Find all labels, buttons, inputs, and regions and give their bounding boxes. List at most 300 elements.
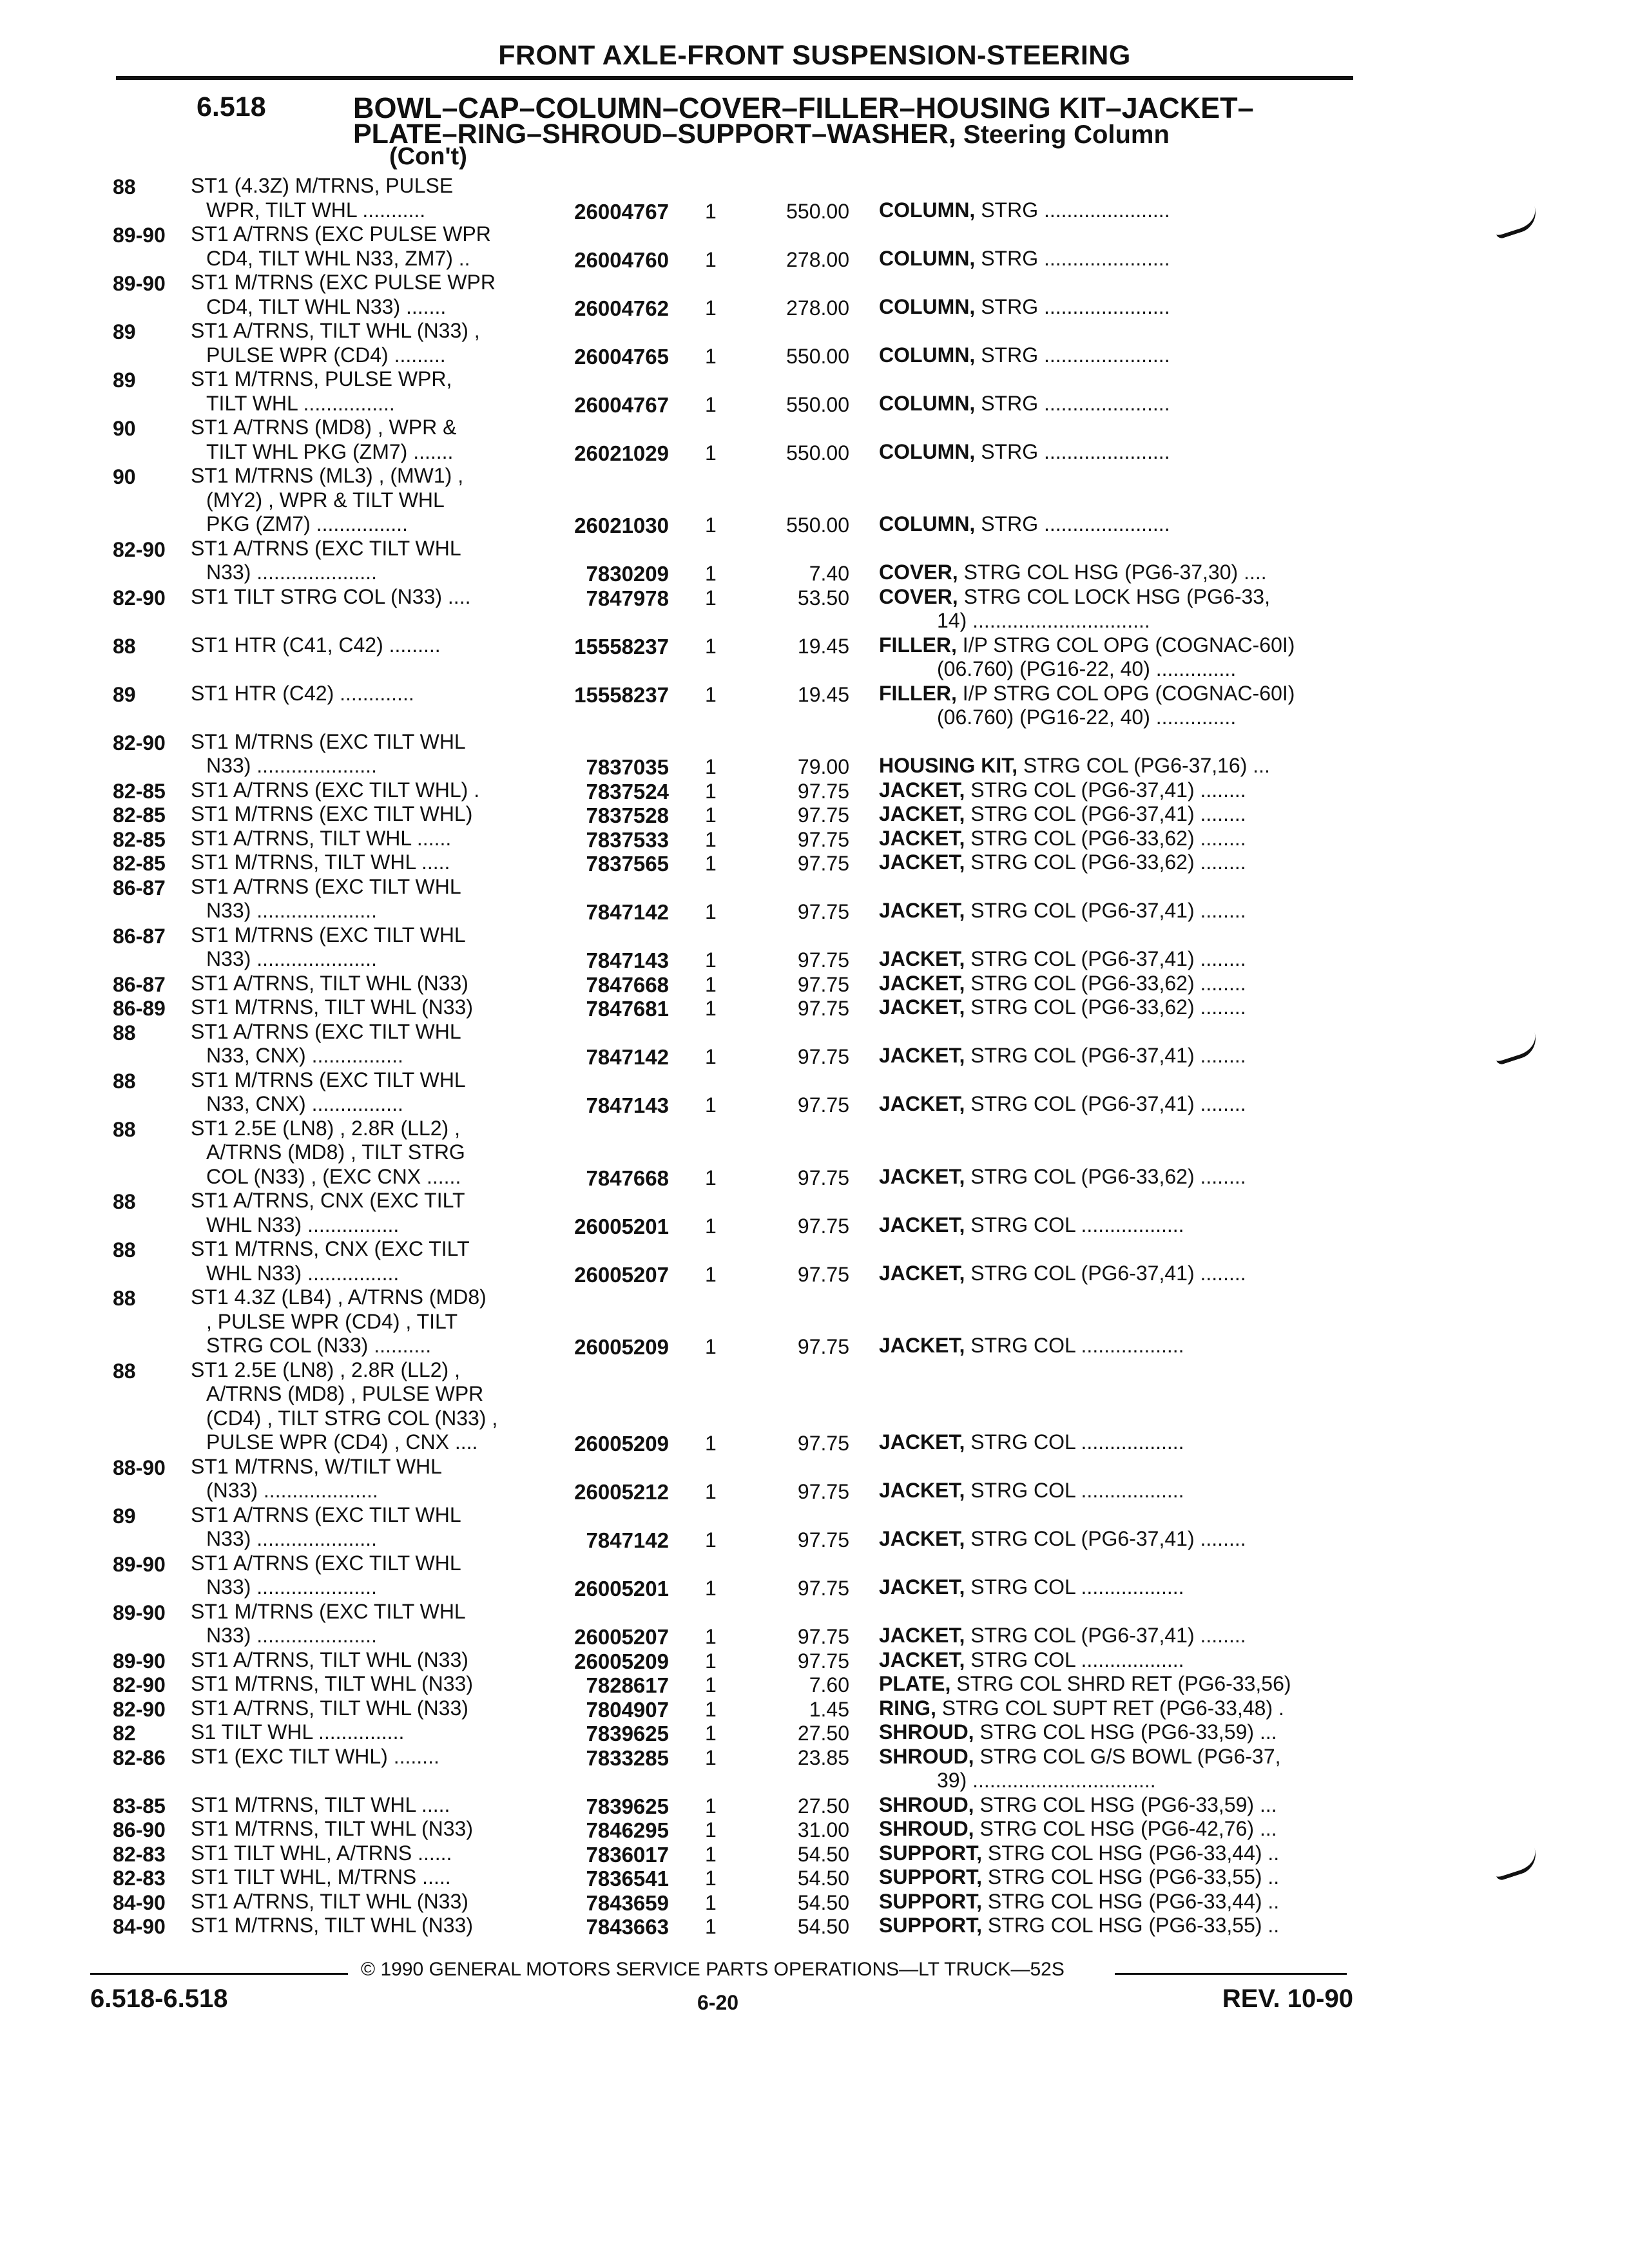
part-name-keyword: PLATE, — [879, 1672, 951, 1695]
part-number: 26005207 — [574, 1262, 669, 1287]
quantity: 1 — [705, 755, 717, 778]
price: 97.75 — [797, 1335, 849, 1358]
part-number: 7847142 — [586, 1045, 669, 1069]
parts-entry — [0, 271, 1629, 319]
price: 97.75 — [797, 852, 849, 875]
entry-years: 88 — [113, 175, 136, 198]
entry-years: 88 — [113, 1117, 136, 1141]
entry-description — [191, 1600, 539, 1648]
part-number: 26005201 — [574, 1214, 669, 1238]
quantity: 1 — [705, 803, 717, 827]
part-number: 7837533 — [586, 827, 669, 852]
entry-years: 89 — [113, 1504, 136, 1528]
part-name-detail: STRG COL HSG (PG6-33,55) .. — [982, 1865, 1280, 1888]
part-name-detail: STRG COL .................. — [965, 1430, 1184, 1454]
description-line: ST1 (EXC TILT WHL) ........ — [191, 1744, 439, 1768]
part-name-detail: STRG COL (PG6-37,41) ........ — [965, 1261, 1246, 1285]
quantity: 1 — [705, 1335, 717, 1358]
part-name — [879, 1624, 1356, 1648]
section-number: 6.518 — [197, 91, 266, 122]
entry-description — [191, 319, 539, 367]
entry-years: 88 — [113, 1021, 136, 1044]
part-name-keyword: JACKET, — [879, 1164, 965, 1188]
entry-description — [191, 1890, 539, 1914]
part-name-keyword: JACKET, — [879, 778, 965, 802]
parts-entry — [0, 1890, 1629, 1914]
description-line: ST1 M/TRNS (EXC TILT WHL — [191, 1068, 466, 1091]
part-name — [879, 972, 1356, 996]
description-line: ST1 A/TRNS (MD8) , WPR & — [191, 416, 457, 439]
entry-description — [191, 1020, 539, 1068]
price: 7.40 — [809, 562, 849, 585]
entry-description — [191, 1455, 539, 1503]
entry-years: 89 — [113, 682, 136, 706]
entry-description — [191, 923, 539, 972]
part-name-keyword: JACKET, — [879, 971, 965, 995]
entry-description — [191, 1117, 539, 1189]
part-name — [879, 850, 1356, 875]
description-line: ST1 A/TRNS, CNX (EXC TILT — [191, 1189, 465, 1212]
quantity: 1 — [705, 1480, 717, 1503]
price: 97.75 — [797, 779, 849, 803]
price: 23.85 — [797, 1745, 849, 1769]
part-name — [879, 1213, 1356, 1238]
entry-years: 82-86 — [113, 1745, 166, 1769]
quantity: 1 — [705, 997, 717, 1020]
entry-years: 88-90 — [113, 1456, 166, 1479]
part-name-keyword: JACKET, — [879, 1527, 965, 1550]
description-line: ST1 A/TRNS, TILT WHL (N33) , — [191, 319, 480, 342]
part-name — [879, 1914, 1356, 1938]
part-name-detail: STRG COL (PG6-37,41) ........ — [965, 1044, 1246, 1067]
part-number: 7847142 — [586, 900, 669, 924]
price: 54.50 — [797, 1867, 849, 1890]
part-name — [879, 295, 1356, 320]
part-name-keyword: COLUMN, — [879, 343, 976, 367]
description-line: TILT WHL PKG (ZM7) ....... — [206, 439, 454, 463]
price: 97.75 — [797, 948, 849, 972]
description-line: ST1 M/TRNS (EXC TILT WHL — [191, 923, 466, 947]
entry-description — [191, 1068, 539, 1117]
description-line: N33) ..................... — [206, 1527, 377, 1550]
entry-description — [191, 464, 539, 537]
description-line: ST1 A/TRNS, TILT WHL (N33) — [191, 1696, 468, 1720]
entry-description — [191, 1503, 539, 1552]
description-line: ST1 M/TRNS, W/TILT WHL — [191, 1454, 442, 1478]
part-name — [879, 1430, 1356, 1455]
quantity: 1 — [705, 827, 717, 851]
part-number: 7837528 — [586, 803, 669, 827]
description-line: ST1 M/TRNS, TILT WHL ..... — [191, 850, 450, 874]
part-name — [879, 1817, 1356, 1841]
price: 97.75 — [797, 1480, 849, 1503]
entry-years: 89-90 — [113, 1552, 166, 1576]
price: 97.75 — [797, 1262, 849, 1286]
part-number: 26005201 — [574, 1577, 669, 1600]
part-number: 7843659 — [586, 1890, 669, 1915]
entry-description — [191, 827, 539, 851]
price: 550.00 — [786, 392, 849, 416]
part-name-keyword: JACKET, — [879, 1213, 965, 1236]
part-name — [879, 995, 1356, 1020]
description-line: ST1 M/TRNS, TILT WHL (N33) — [191, 1672, 473, 1695]
price: 550.00 — [786, 344, 849, 368]
entry-description — [191, 1237, 539, 1285]
entry-years: 89-90 — [113, 272, 166, 295]
part-number: 7837565 — [586, 852, 669, 876]
entry-description — [191, 174, 539, 222]
part-name-keyword: COVER, — [879, 561, 958, 584]
description-line: N33) ..................... — [206, 947, 377, 970]
part-name-detail: STRG COL (PG6-33,62) ........ — [965, 1164, 1246, 1188]
parts-entry — [0, 1696, 1629, 1721]
part-name-detail: STRG COL G/S BOWL (PG6-37, — [974, 1744, 1281, 1768]
description-line: A/TRNS (MD8) , PULSE WPR — [206, 1382, 484, 1405]
price: 97.75 — [797, 1432, 849, 1455]
entry-years: 84-90 — [113, 1890, 166, 1914]
entry-description — [191, 682, 539, 706]
quantity: 1 — [705, 1214, 717, 1238]
description-line: PKG (ZM7) ................ — [206, 512, 408, 535]
description-line: STRG COL (N33) .......... — [206, 1334, 432, 1357]
part-name-detail: STRG ...................... — [975, 246, 1170, 270]
part-name — [879, 247, 1356, 271]
part-number: 7846295 — [586, 1818, 669, 1842]
description-line: S1 TILT WHL ............... — [191, 1720, 405, 1744]
quantity: 1 — [705, 852, 717, 875]
part-name-keyword: JACKET, — [879, 995, 965, 1019]
part-name-continued: 39) ................................ — [937, 1769, 1156, 1792]
part-number: 7839625 — [586, 1794, 669, 1818]
description-line: ST1 TILT STRG COL (N33) .... — [191, 584, 471, 608]
price: 53.50 — [797, 586, 849, 610]
part-number: 7847142 — [586, 1528, 669, 1552]
parts-entry — [0, 1841, 1629, 1866]
entry-description — [191, 1720, 539, 1745]
part-name-keyword: SHROUD, — [879, 1720, 974, 1744]
entry-description — [191, 271, 539, 319]
part-name — [879, 1648, 1356, 1673]
quantity: 1 — [705, 514, 717, 537]
part-number: 26005209 — [574, 1432, 669, 1456]
description-line: ST1 (4.3Z) M/TRNS, PULSE — [191, 174, 454, 197]
quantity: 1 — [705, 972, 717, 996]
entry-years: 88 — [113, 1069, 136, 1093]
description-line: ST1 M/TRNS, CNX (EXC TILT — [191, 1237, 470, 1260]
part-name-keyword: COVER, — [879, 584, 958, 608]
entry-description — [191, 585, 539, 610]
description-line: N33) ..................... — [206, 899, 377, 922]
entry-years: 89 — [113, 369, 136, 392]
part-name-keyword: JACKET, — [879, 1092, 965, 1115]
parts-entry — [0, 1745, 1629, 1793]
parts-entry — [0, 802, 1629, 827]
price: 97.75 — [797, 1649, 849, 1673]
entry-description — [191, 1285, 539, 1358]
part-name-detail: STRG COL (PG6-37,41) ........ — [965, 802, 1246, 825]
parts-entry — [0, 633, 1629, 682]
part-name-keyword: SHROUD, — [879, 1792, 974, 1816]
part-number: 7847668 — [586, 972, 669, 997]
parts-entry — [0, 1672, 1629, 1696]
entry-years: 88 — [113, 1287, 136, 1310]
part-name — [879, 440, 1356, 465]
parts-entry — [0, 1189, 1629, 1237]
entry-description — [191, 1817, 539, 1841]
part-name-detail: STRG COL (PG6-37,41) ........ — [965, 947, 1246, 970]
part-name — [879, 1841, 1356, 1866]
parts-entry — [0, 585, 1629, 633]
parts-entry — [0, 923, 1629, 972]
entry-years: 82-90 — [113, 537, 166, 561]
part-name — [879, 512, 1356, 537]
description-line: ST1 HTR (C41, C42) ......... — [191, 633, 441, 657]
part-name — [879, 1696, 1356, 1721]
parts-entry — [0, 1020, 1629, 1068]
quantity: 1 — [705, 392, 717, 416]
part-name-detail: STRG COL (PG6-33,62) ........ — [965, 995, 1246, 1019]
part-name — [879, 1334, 1356, 1358]
quantity: 1 — [705, 1262, 717, 1286]
entry-years: 82-83 — [113, 1842, 166, 1866]
part-name-continued: (06.760) (PG16-22, 40) .............. — [937, 706, 1237, 729]
section-title-continued: (Con't) — [389, 143, 467, 170]
part-name-detail: STRG ...................... — [975, 343, 1170, 367]
copyright-notice: © 1990 GENERAL MOTORS SERVICE PARTS OPERATIONS—LT TRUCK—52S — [361, 1959, 1065, 1980]
description-line: PULSE WPR (CD4) , CNX .... — [206, 1430, 478, 1454]
entry-years: 89-90 — [113, 1649, 166, 1673]
part-name-detail: STRG COL (PG6-33,62) ........ — [965, 826, 1246, 850]
description-line: COL (N33) , (EXC CNX ...... — [206, 1164, 461, 1188]
entry-years: 82-83 — [113, 1867, 166, 1890]
description-line: N33) ..................... — [206, 754, 377, 777]
parts-entry — [0, 1865, 1629, 1890]
parts-entry — [0, 367, 1629, 416]
entry-years: 89-90 — [113, 224, 166, 247]
parts-entry — [0, 995, 1629, 1020]
price: 97.75 — [797, 1214, 849, 1238]
entry-description — [191, 1672, 539, 1696]
part-number: 7830209 — [586, 562, 669, 586]
entry-years: 82-90 — [113, 1697, 166, 1721]
price: 79.00 — [797, 755, 849, 778]
parts-entry — [0, 319, 1629, 367]
price: 97.75 — [797, 1045, 849, 1068]
part-name-detail: STRG COL HSG (PG6-33,59) ... — [974, 1720, 1277, 1744]
quantity: 1 — [705, 1673, 717, 1696]
quantity: 1 — [705, 1045, 717, 1068]
part-name-keyword: SUPPORT, — [879, 1865, 983, 1888]
entry-years: 90 — [113, 417, 136, 440]
entry-years: 86-89 — [113, 997, 166, 1020]
description-line: ST1 A/TRNS (EXC TILT WHL — [191, 1551, 461, 1575]
price: 54.50 — [797, 1915, 849, 1938]
part-name — [879, 1165, 1356, 1189]
part-name-keyword: JACKET, — [879, 802, 965, 825]
quantity: 1 — [705, 247, 717, 271]
entry-years: 83-85 — [113, 1794, 166, 1818]
part-name — [879, 1575, 1356, 1600]
part-name-keyword: SUPPORT, — [879, 1914, 983, 1937]
part-name — [879, 1479, 1356, 1503]
quantity: 1 — [705, 1818, 717, 1841]
description-line: PULSE WPR (CD4) ......... — [206, 343, 446, 367]
description-line: ST1 M/TRNS, TILT WHL (N33) — [191, 1914, 473, 1937]
description-line: ST1 A/TRNS (EXC TILT WHL — [191, 1019, 461, 1043]
part-name-keyword: SHROUD, — [879, 1744, 974, 1768]
entry-description — [191, 416, 539, 464]
part-name-detail: STRG COL (PG6-37,41) ........ — [965, 1624, 1246, 1647]
description-line: ST1 TILT WHL, A/TRNS ...... — [191, 1841, 452, 1865]
description-line: ST1 M/TRNS, TILT WHL ..... — [191, 1792, 450, 1816]
part-name — [879, 1092, 1356, 1117]
price: 550.00 — [786, 199, 849, 223]
part-name-detail: STRG COL HSG (PG6-33,59) ... — [974, 1792, 1277, 1816]
price: 550.00 — [786, 441, 849, 465]
price: 97.75 — [797, 1577, 849, 1600]
description-line: ST1 A/TRNS (EXC PULSE WPR — [191, 222, 491, 245]
part-name-keyword: JACKET, — [879, 850, 965, 874]
part-number: 7836017 — [586, 1842, 669, 1867]
part-name-detail: STRG ...................... — [975, 512, 1170, 535]
parts-entry — [0, 1817, 1629, 1841]
part-name-detail: STRG COL SUPT RET (PG6-33,48) . — [936, 1696, 1284, 1720]
quantity: 1 — [705, 682, 717, 706]
part-name — [879, 392, 1356, 416]
price: 97.75 — [797, 827, 849, 851]
parts-entry — [0, 682, 1629, 730]
parts-entry — [0, 1793, 1629, 1818]
part-number: 7836541 — [586, 1867, 669, 1890]
part-number: 7847143 — [586, 1093, 669, 1117]
entry-years: 82 — [113, 1722, 136, 1745]
parts-entry — [0, 1720, 1629, 1745]
parts-entry — [0, 1648, 1629, 1673]
part-name-detail: STRG ...................... — [975, 439, 1170, 463]
part-name-detail: STRG ...................... — [975, 391, 1170, 415]
entry-years: 88 — [113, 1238, 136, 1262]
entry-description — [191, 802, 539, 827]
part-name-detail: STRG COL HSG (PG6-42,76) ... — [974, 1817, 1277, 1840]
price: 278.00 — [786, 247, 849, 271]
quantity: 1 — [705, 1794, 717, 1818]
price: 97.75 — [797, 1093, 849, 1117]
entry-years: 82-90 — [113, 586, 166, 610]
footer-revision: REV. 10-90 — [1222, 1984, 1353, 2013]
description-line: TILT WHL ................ — [206, 391, 395, 415]
part-number: 7843663 — [586, 1915, 669, 1939]
entry-years: 90 — [113, 465, 136, 488]
part-name-keyword: COLUMN, — [879, 246, 976, 270]
description-line: ST1 M/TRNS, PULSE WPR, — [191, 367, 452, 390]
entry-description — [191, 1841, 539, 1866]
description-line: ST1 M/TRNS, TILT WHL (N33) — [191, 1817, 473, 1840]
description-line: (CD4) , TILT STRG COL (N33) , — [206, 1406, 498, 1430]
quantity: 1 — [705, 1842, 717, 1866]
parts-entry — [0, 416, 1629, 464]
part-name — [879, 1672, 1356, 1696]
entry-description — [191, 1914, 539, 1938]
description-line: ST1 M/TRNS (EXC TILT WHL — [191, 729, 466, 753]
part-number: 26004760 — [574, 247, 669, 272]
price: 550.00 — [786, 514, 849, 537]
part-number: 7847668 — [586, 1166, 669, 1190]
quantity: 1 — [705, 1649, 717, 1673]
parts-entry — [0, 1914, 1629, 1938]
description-line: ST1 M/TRNS (EXC TILT WHL) — [191, 802, 473, 825]
part-name — [879, 1865, 1356, 1890]
part-name — [879, 947, 1356, 972]
part-name — [879, 778, 1356, 803]
entry-description — [191, 537, 539, 585]
description-line: ST1 TILT WHL, M/TRNS ..... — [191, 1865, 451, 1888]
entry-description — [191, 1793, 539, 1818]
part-name — [879, 343, 1356, 368]
parts-entry — [0, 1285, 1629, 1358]
entry-description — [191, 367, 539, 416]
part-name — [879, 1262, 1356, 1286]
section-title-sub: Steering Column — [956, 120, 1170, 149]
entry-years: 89-90 — [113, 1600, 166, 1624]
part-number: 26021029 — [574, 441, 669, 465]
part-name — [879, 633, 1356, 682]
part-name-keyword: SUPPORT, — [879, 1841, 983, 1865]
part-name-detail: STRG COL .................. — [965, 1575, 1184, 1599]
entry-description — [191, 1648, 539, 1673]
entry-years: 82-85 — [113, 827, 166, 851]
part-name-detail: STRG COL .................. — [965, 1213, 1184, 1236]
part-number: 26005212 — [574, 1480, 669, 1504]
description-line: CD4, TILT WHL N33, ZM7) .. — [206, 246, 470, 270]
part-number: 26005209 — [574, 1649, 669, 1673]
description-line: ST1 M/TRNS (EXC TILT WHL — [191, 1599, 466, 1623]
price: 31.00 — [797, 1818, 849, 1841]
part-name-detail: STRG COL HSG (PG6-37,30) .... — [958, 561, 1267, 584]
entry-description — [191, 875, 539, 923]
part-name-keyword: JACKET, — [879, 899, 965, 922]
price: 278.00 — [786, 296, 849, 320]
description-line: (MY2) , WPR & TILT WHL — [206, 488, 445, 512]
part-name-keyword: COLUMN, — [879, 198, 976, 222]
part-name-detail: STRG COL SHRD RET (PG6-33,56) — [950, 1672, 1291, 1695]
part-name-detail: STRG COL .................. — [965, 1479, 1184, 1502]
description-line: ST1 A/TRNS (EXC TILT WHL — [191, 536, 461, 560]
description-line: ST1 A/TRNS (EXC TILT WHL — [191, 1503, 461, 1526]
entry-description — [191, 1745, 539, 1769]
entry-description — [191, 730, 539, 778]
part-name-detail: STRG COL (PG6-33,62) ........ — [965, 971, 1246, 995]
part-name-continued: 14) ............................... — [937, 609, 1150, 632]
part-number: 26021030 — [574, 514, 669, 537]
part-name-detail: STRG COL HSG (PG6-33,55) .. — [982, 1914, 1280, 1937]
price: 97.75 — [797, 1166, 849, 1189]
part-name-keyword: JACKET, — [879, 1624, 965, 1647]
price: 27.50 — [797, 1794, 849, 1818]
entry-description — [191, 850, 539, 875]
parts-entry — [0, 1117, 1629, 1189]
part-name — [879, 198, 1356, 223]
part-name-keyword: COLUMN, — [879, 512, 976, 535]
part-name-detail: I/P STRG COL OPG (COGNAC-60I) — [956, 633, 1295, 657]
part-number: 26004762 — [574, 296, 669, 320]
parts-entry — [0, 1503, 1629, 1552]
description-line: N33) ..................... — [206, 1624, 377, 1647]
description-line: ST1 A/TRNS, TILT WHL (N33) — [191, 1889, 468, 1913]
part-name — [879, 1044, 1356, 1068]
part-number: 7839625 — [586, 1722, 669, 1745]
part-name-keyword: JACKET, — [879, 947, 965, 970]
price: 19.45 — [797, 634, 849, 658]
